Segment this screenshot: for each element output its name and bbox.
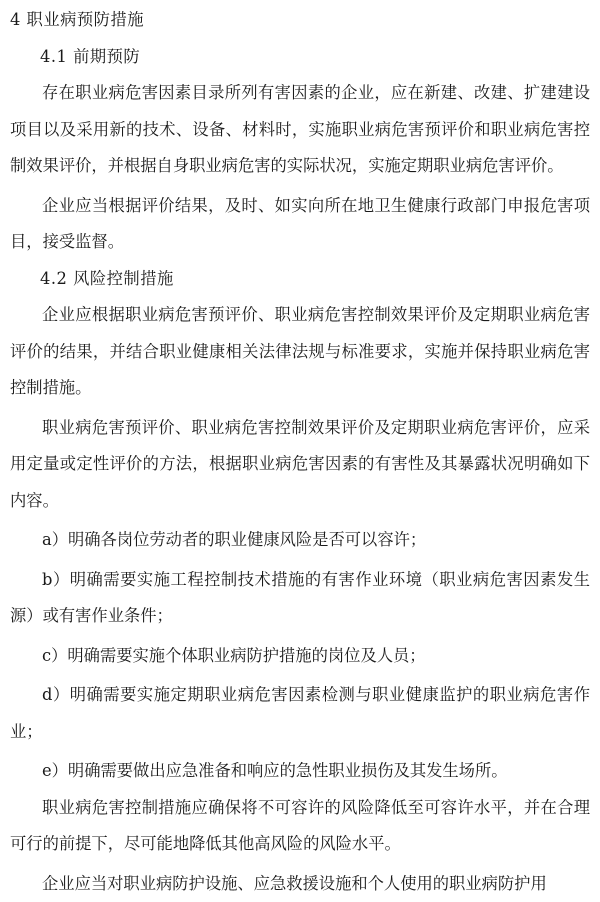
paragraph-4-2-2: 职业病危害预评价、职业病危害控制效果评价及定期职业病危害评价，应采用定量或定性评价的方法，根据职业病危害因素的有害性及其暴露状况明确如下内容。 <box>10 410 590 520</box>
list-item-d: d）明确需要实施定期职业病危害因素检测与职业健康监护的职业病危害作业； <box>10 677 590 750</box>
list-item-b: b）明确需要实施工程控制技术措施的有害作业环境（职业病危害因素发生源）或有害作业条件； <box>10 562 590 635</box>
paragraph-4-1-1: 存在职业病危害因素目录所列有害因素的企业，应在新建、改建、扩建建设项目以及采用新的技术、设备、材料时，实施职业病危害预评价和职业病危害控制效果评价，并根据自身职业病危害的实际状况，实施定期职业病危害评价。 <box>10 75 590 185</box>
list-item-e: e）明确需要做出应急准备和响应的急性职业损伤及其发生场所。 <box>10 753 590 790</box>
paragraph-4-1-2: 企业应当根据评价结果，及时、如实向所在地卫生健康行政部门申报危害项目，接受监督。 <box>10 188 590 261</box>
subsection-heading-4-1: 4.1 前期预防 <box>10 39 590 76</box>
paragraph-4-2-4: 企业应当对职业病防护设施、应急救援设施和个人使用的职业病防护用 <box>10 866 590 902</box>
subsection-heading-4-2: 4.2 风险控制措施 <box>10 261 590 298</box>
paragraph-4-2-1: 企业应根据职业病危害预评价、职业病危害控制效果评价及定期职业病危害评价的结果，并结合职业健康相关法律法规与标准要求，实施并保持职业病危害控制措施。 <box>10 297 590 407</box>
section-heading: 4 职业病预防措施 <box>10 2 590 39</box>
list-item-a: a）明确各岗位劳动者的职业健康风险是否可以容许； <box>10 522 590 559</box>
list-item-c: c）明确需要实施个体职业病防护措施的岗位及人员； <box>10 638 590 675</box>
paragraph-4-2-3: 职业病危害控制措施应确保将不可容许的风险降低至可容许水平，并在合理可行的前提下，尽可能地降低其他高风险的风险水平。 <box>10 790 590 863</box>
